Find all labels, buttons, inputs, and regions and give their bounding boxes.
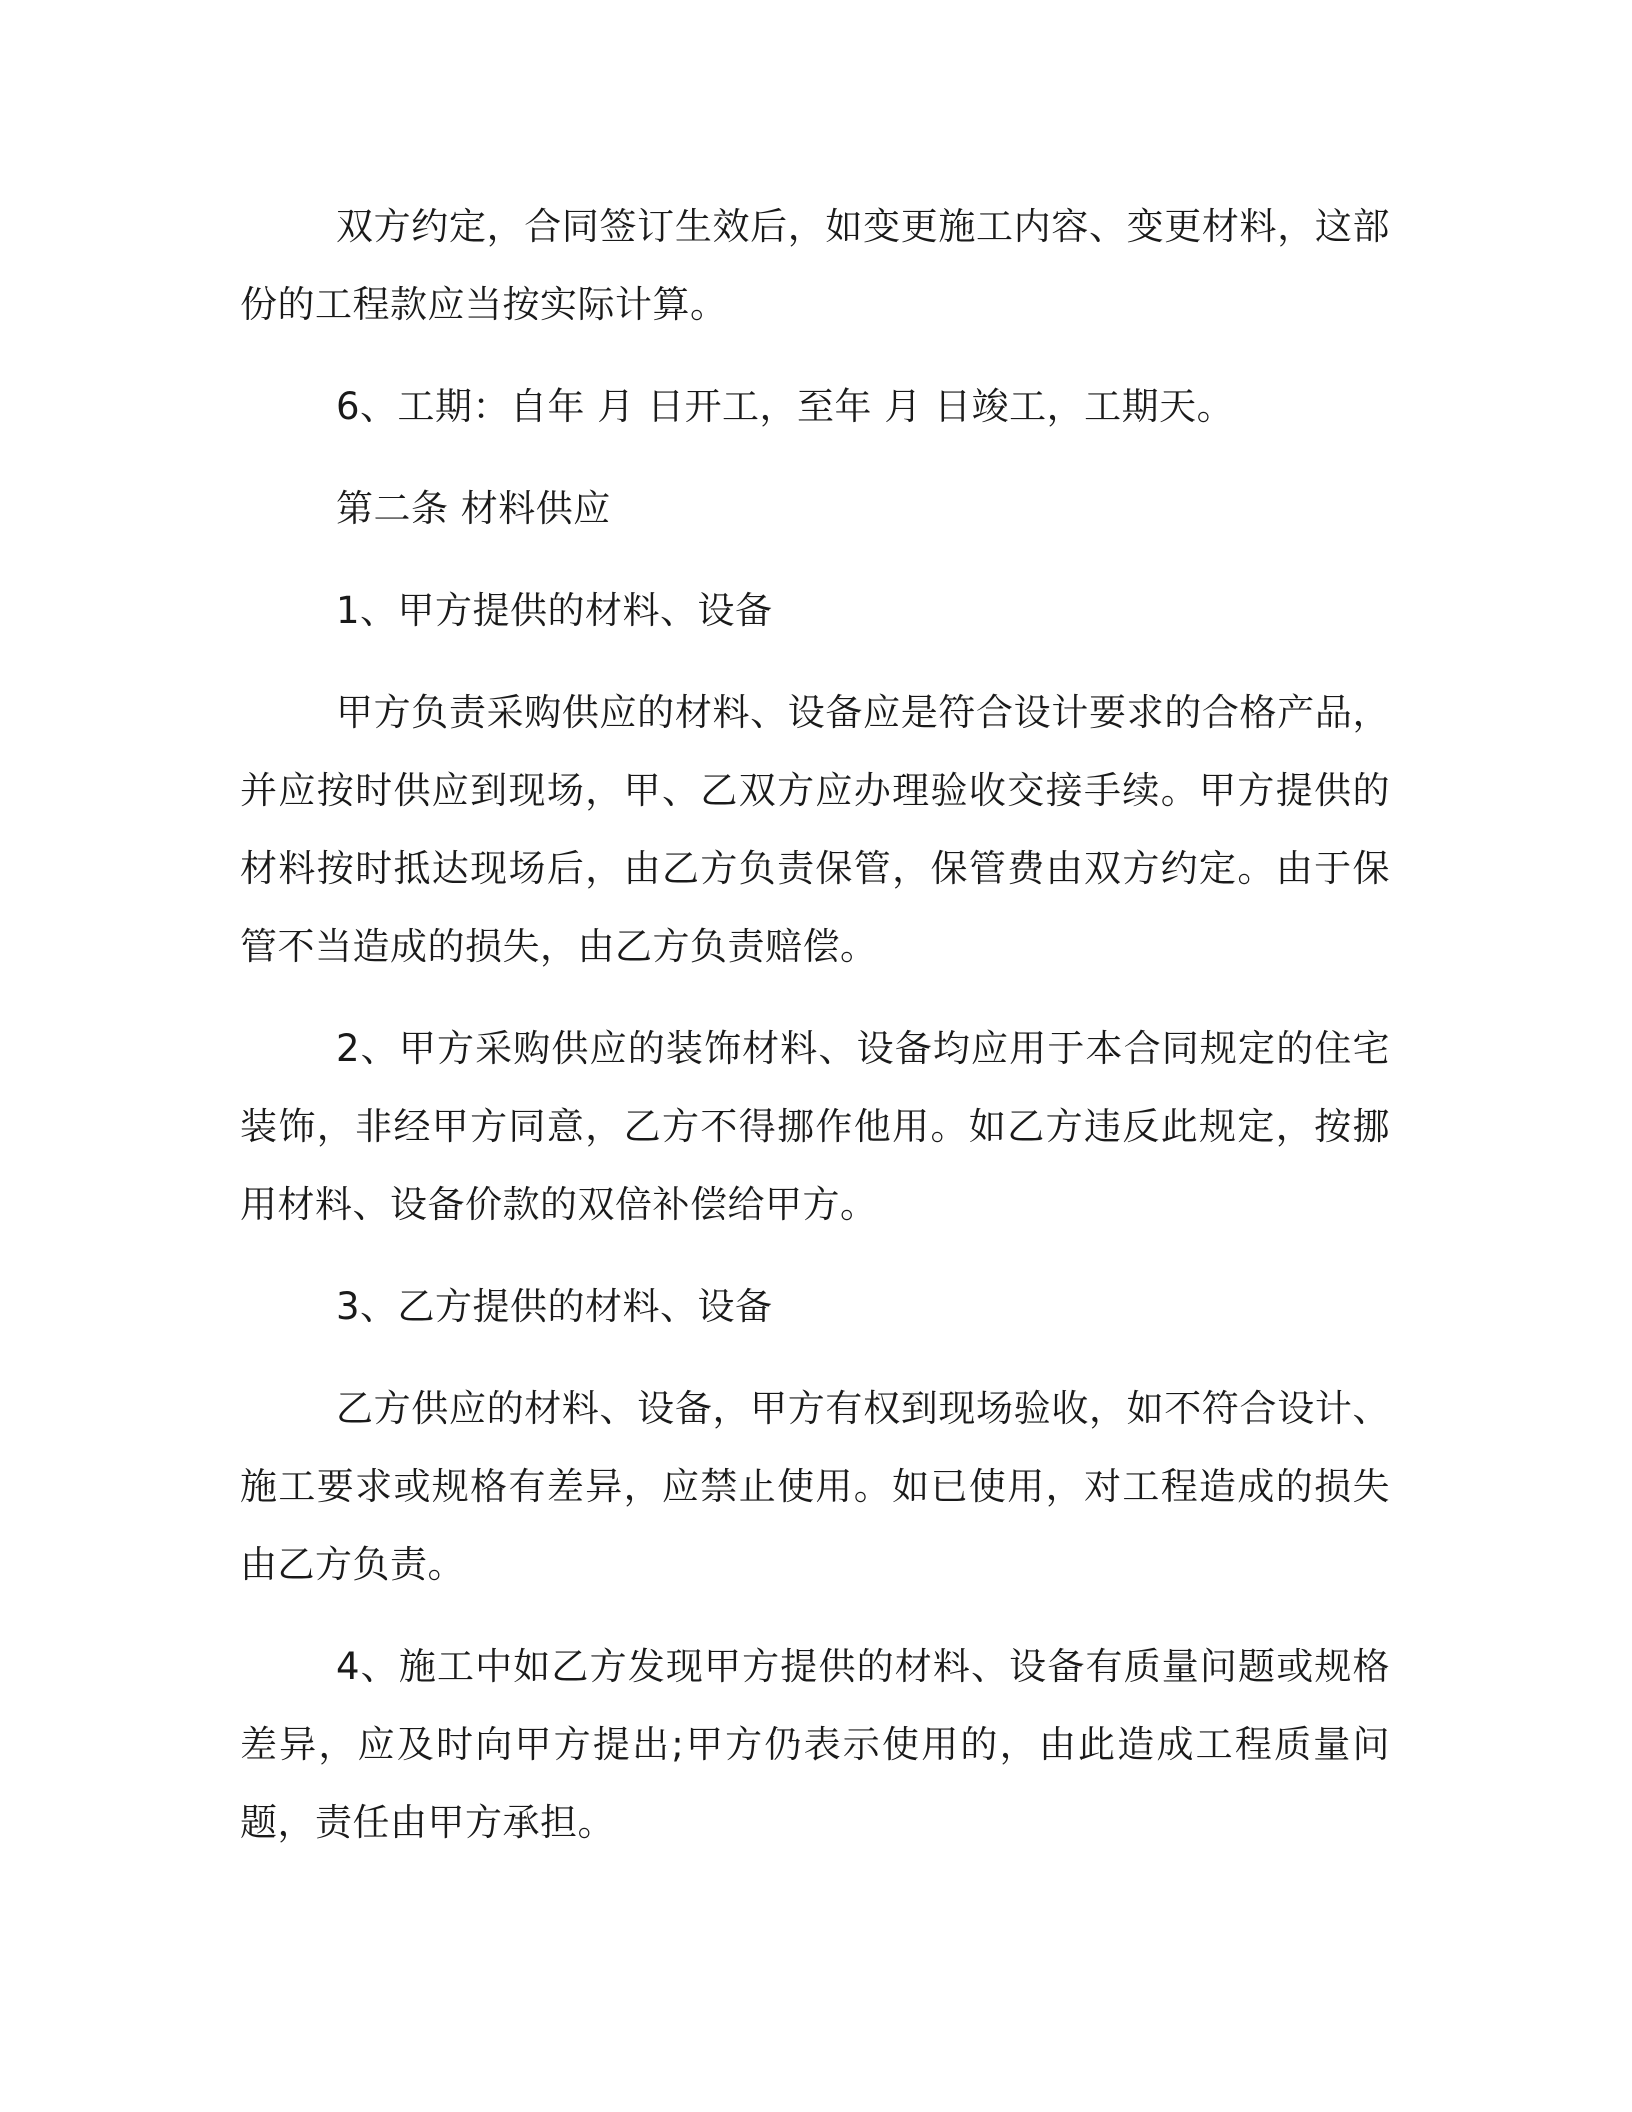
paragraph-change-terms: 双方约定，合同签订生效后，如变更施工内容、变更材料，这部份的工程款应当按实际计算。 bbox=[240, 205, 1390, 326]
clause-1-heading: 1、甲方提供的材料、设备 bbox=[336, 589, 773, 632]
paragraph-construction-period: 6、工期：自年 月 日开工，至年 月 日竣工，工期天。 bbox=[336, 385, 1235, 428]
clause-4-paragraph: 4、施工中如乙方发现甲方提供的材料、设备有质量问题或规格差异，应及时向甲方提出;甲方仍表示使用的，由此造成工程质量问题，责任由甲方承担。 bbox=[240, 1645, 1390, 1844]
clause-3-heading: 3、乙方提供的材料、设备 bbox=[336, 1285, 773, 1328]
document-page bbox=[240, 188, 1390, 1862]
paragraph-party-a-materials: 甲方负责采购供应的材料、设备应是符合设计要求的合格产品，并应按时供应到现场，甲、乙双方应办理验收交接手续。甲方提供的材料按时抵达现场后，由乙方负责保管，保管费由双方约定。由于保管不当造成的损失，由乙方负责赔偿。 bbox=[240, 691, 1390, 968]
clause-2-paragraph: 2、甲方采购供应的装饰材料、设备均应用于本合同规定的住宅装饰，非经甲方同意，乙方不得挪作他用。如乙方违反此规定，按挪用材料、设备价款的双倍补偿给甲方。 bbox=[240, 1027, 1390, 1226]
paragraph-party-b-materials: 乙方供应的材料、设备，甲方有权到现场验收，如不符合设计、施工要求或规格有差异，应禁止使用。如已使用，对工程造成的损失由乙方负责。 bbox=[240, 1387, 1390, 1586]
section-heading-material-supply: 第二条 材料供应 bbox=[336, 487, 611, 530]
